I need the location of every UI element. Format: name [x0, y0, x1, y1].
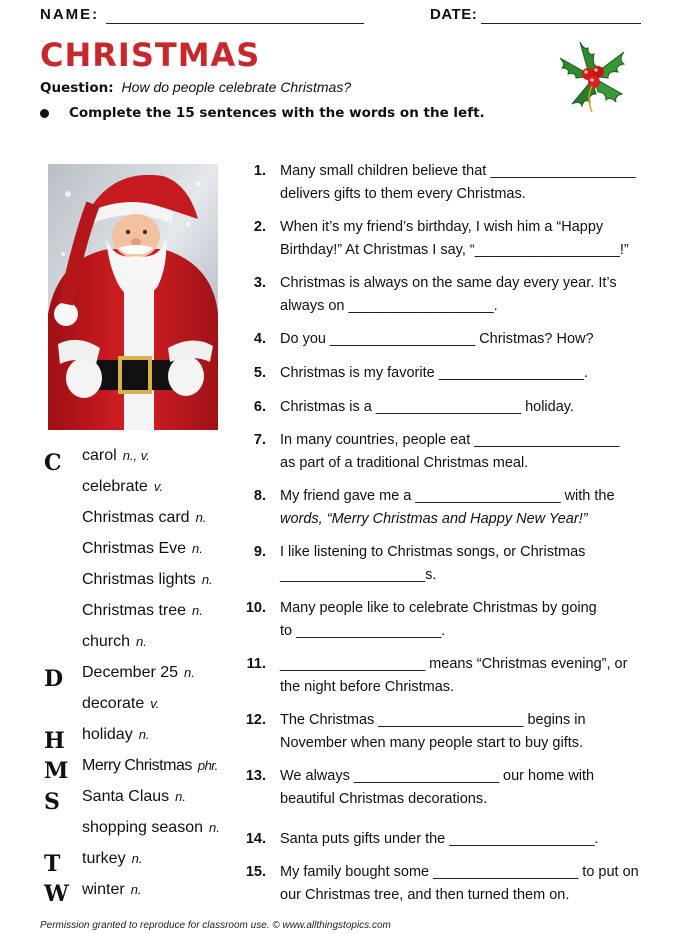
letter-heading: C [44, 450, 62, 476]
date-line[interactable] [481, 23, 641, 24]
word-item: Christmas tree n. [82, 602, 203, 619]
name-label: NAME: [40, 6, 100, 23]
word-item: December 25 n. [82, 664, 195, 681]
letter-heading: T [44, 851, 61, 877]
word-item: decorate v. [82, 695, 160, 712]
page-title: CHRISTMAS [40, 36, 261, 74]
word-item: holiday n. [82, 726, 150, 743]
question-label: Question: [40, 80, 114, 96]
question [40, 79, 351, 96]
word-item: celebrate v. [82, 478, 163, 495]
word-item: Merry Christmas phr. [82, 757, 218, 774]
bullet-icon [40, 109, 49, 118]
word-item: carol n., v. [82, 447, 150, 464]
word-item: Christmas card n. [82, 509, 207, 526]
letter-heading: W [44, 881, 69, 907]
letter-heading: H [44, 728, 65, 754]
holly-icon [552, 38, 632, 118]
date-label: DATE: [430, 6, 478, 23]
word-item: church n. [82, 633, 147, 650]
question-text: How do people celebrate Christmas? [121, 79, 352, 95]
word-item: Christmas lights n. [82, 571, 213, 588]
letter-heading: D [44, 666, 64, 692]
word-item: Santa Claus n. [82, 788, 187, 805]
instruction-text: Complete the 15 sentences with the words on the left. [69, 105, 485, 121]
santa-claus-photo [48, 164, 218, 430]
footer-permission: Permission granted to reproduce for classroom use. © www.allthingstopics.com [40, 920, 391, 931]
instruction [40, 105, 485, 121]
word-item: Christmas Eve n. [82, 540, 203, 557]
word-item: shopping season n. [82, 819, 220, 836]
name-line[interactable] [106, 23, 364, 24]
word-item: turkey n. [82, 850, 143, 867]
word-item: winter n. [82, 881, 142, 898]
letter-heading: M [44, 758, 69, 784]
letter-heading: S [44, 789, 60, 815]
